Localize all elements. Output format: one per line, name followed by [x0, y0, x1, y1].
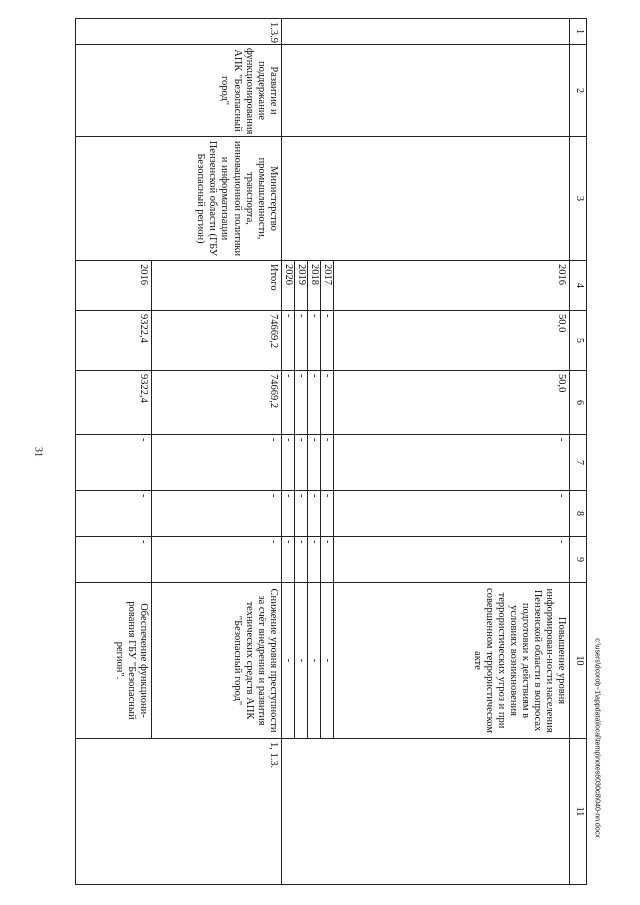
value-cell: -	[294, 311, 307, 371]
value-cell: -	[320, 435, 333, 491]
header-cell: 2	[570, 45, 587, 137]
result-cell: Повышение уровня информирован-ности населения Пензенской области в вопросах подготовки к действиям в условиях возникновения террористических угроз и при совершенном террористическом акте	[334, 583, 570, 739]
value-cell: -	[281, 311, 294, 371]
header-cell: 5	[570, 311, 587, 371]
header-cell: 10	[570, 583, 587, 739]
value-cell: -	[151, 491, 281, 537]
empty-cell	[281, 137, 569, 261]
value-cell: -	[76, 435, 152, 491]
value-cell: -	[307, 311, 320, 371]
header-cell: 7	[570, 435, 587, 491]
year-cell: 2017	[320, 261, 333, 311]
value-cell: 74669,2	[151, 311, 281, 371]
program-table	[75, 18, 587, 885]
value-cell: -	[334, 537, 570, 583]
page-number: 31	[32, 447, 44, 457]
table-row	[334, 19, 570, 885]
value-cell: -	[151, 537, 281, 583]
value-cell: -	[76, 491, 152, 537]
header-cell: 3	[570, 137, 587, 261]
year-cell: 2018	[307, 261, 320, 311]
result-cell: -	[307, 583, 320, 739]
value-cell: 9322,4	[76, 371, 152, 435]
value-cell: -	[281, 491, 294, 537]
item-number: 1.3.9	[76, 19, 282, 45]
year-cell: Итого	[151, 261, 281, 311]
value-cell: 9322,4	[76, 311, 152, 371]
value-cell: -	[320, 491, 333, 537]
item-executor: Министерство промышленности, транспорта, инновационной политики и информатизации Пензенской области (ГБУ Безопасный регион)	[76, 137, 282, 261]
result-cell: -	[294, 583, 307, 739]
value-cell: -	[320, 311, 333, 371]
value-cell: -	[307, 491, 320, 537]
value-cell: -	[281, 537, 294, 583]
header-cell: 1	[570, 19, 587, 45]
value-cell: 74669,2	[151, 371, 281, 435]
header-cell: 4	[570, 261, 587, 311]
header-row	[570, 19, 587, 885]
rotated-table-container	[75, 18, 587, 884]
year-cell: 2020	[281, 261, 294, 311]
empty-cell	[281, 739, 569, 885]
value-cell: -	[320, 537, 333, 583]
header-cell: 9	[570, 537, 587, 583]
value-cell: -	[320, 371, 333, 435]
result-cell: -	[320, 583, 333, 739]
value-cell: -	[334, 435, 570, 491]
value-cell: -	[307, 371, 320, 435]
value-cell: -	[294, 435, 307, 491]
result-cell: Снижение уровня преступности за счёт внедрения и развития технических средств АПК "Безопасный город"	[151, 583, 281, 739]
indicator-cell: 1, 1.3.	[76, 739, 282, 885]
year-cell: 2016	[334, 261, 570, 311]
value-cell: -	[281, 435, 294, 491]
year-cell: 2019	[294, 261, 307, 311]
footer-file-path: c:\users\dcorob~1\appdata\local\temp\notes6030c8\040-nn.docx	[593, 638, 601, 838]
header-cell: 6	[570, 371, 587, 435]
value-cell: -	[307, 435, 320, 491]
header-cell: 8	[570, 491, 587, 537]
header-cell: 11	[570, 739, 587, 885]
value-cell: -	[294, 537, 307, 583]
year-cell: 2016	[76, 261, 152, 311]
value-cell: -	[151, 435, 281, 491]
value-cell: 50,0	[334, 371, 570, 435]
empty-cell	[281, 19, 569, 45]
value-cell: -	[281, 371, 294, 435]
value-cell: -	[76, 537, 152, 583]
value-cell: 50,0	[334, 311, 570, 371]
result-cell: -	[281, 583, 294, 739]
value-cell: -	[294, 491, 307, 537]
item-name: Развитие и поддержание функционирования АПК "Безопасный город"	[76, 45, 282, 137]
value-cell: -	[334, 491, 570, 537]
value-cell: -	[307, 537, 320, 583]
empty-cell	[281, 45, 569, 137]
result-cell: Обеспечение функциони-рования ГБУ "Безопасный регион".	[76, 583, 152, 739]
value-cell: -	[294, 371, 307, 435]
table-row	[151, 19, 281, 885]
